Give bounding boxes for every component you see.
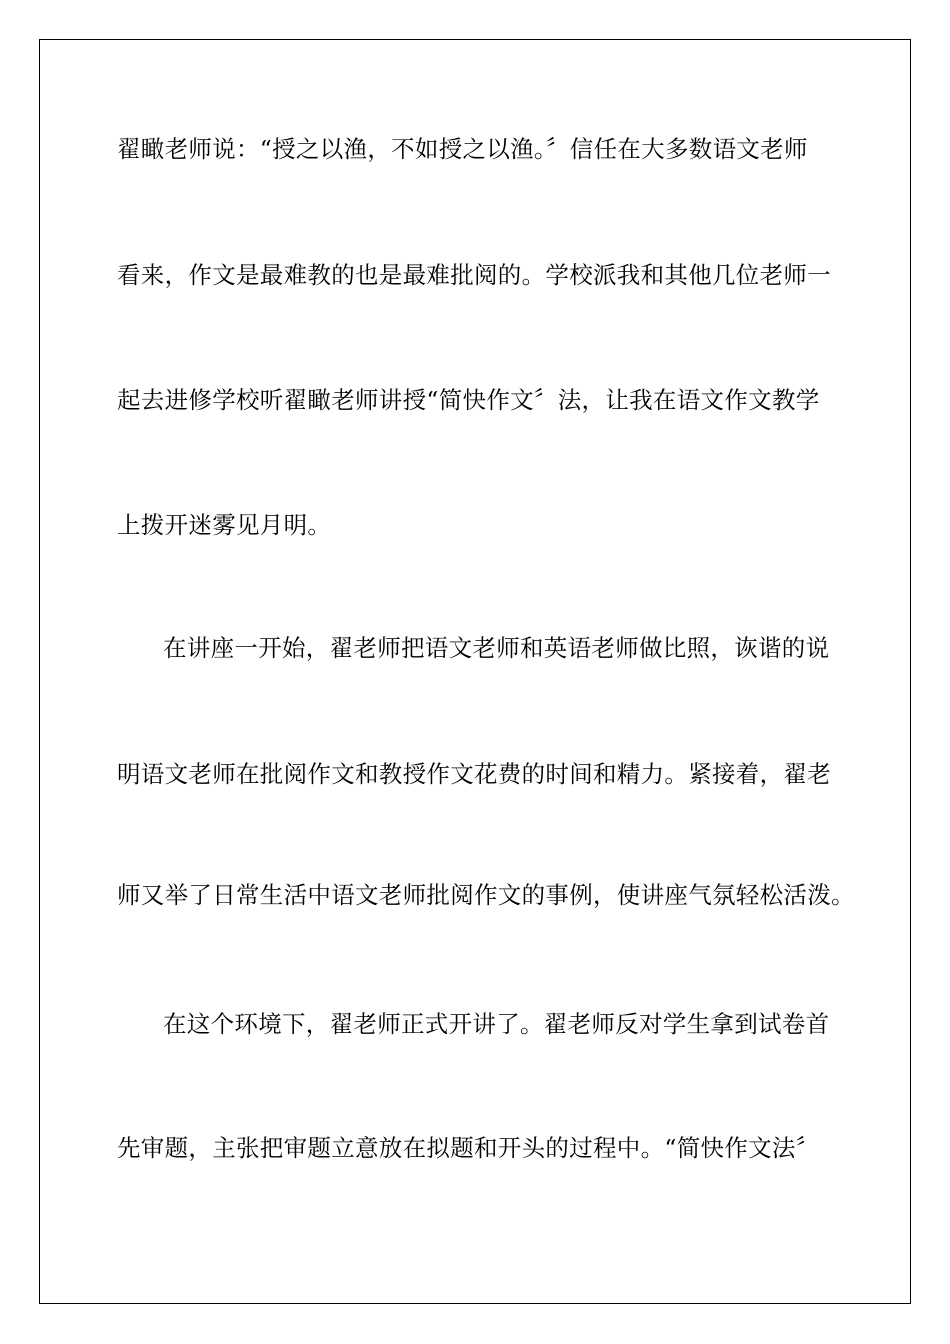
paragraph-1-line-3: 起去进修学校听翟瞰老师讲授“简快作文〞法，让我在语文作文教学 bbox=[117, 386, 820, 414]
paragraph-2-line-1: 在讲座一开始，翟老师把语文老师和英语老师做比照，诙谐的说 bbox=[163, 634, 830, 662]
paragraph-1-line-4: 上拨开迷雾见月明。 bbox=[117, 511, 332, 539]
paragraph-1-line-1: 翟瞰老师说：“授之以渔，不如授之以渔。〞信任在大多数语文老师 bbox=[117, 135, 808, 163]
paragraph-3-line-1: 在这个环境下，翟老师正式开讲了。翟老师反对学生拿到试卷首 bbox=[163, 1010, 830, 1038]
paragraph-2-line-3: 师又举了日常生活中语文老师批阅作文的事例，使讲座气氛轻松活泼。 bbox=[117, 881, 855, 909]
paragraph-1-line-2: 看来，作文是最难教的也是最难批阅的。学校派我和其他几位老师一 bbox=[117, 261, 831, 289]
page-border bbox=[39, 39, 911, 1304]
paragraph-3-line-2: 先审题，主张把审题立意放在拟题和开头的过程中。“简快作文法〞 bbox=[117, 1134, 820, 1162]
paragraph-2-line-2: 明语文老师在批阅作文和教授作文花费的时间和精力。紧接着，翟老 bbox=[117, 760, 831, 788]
